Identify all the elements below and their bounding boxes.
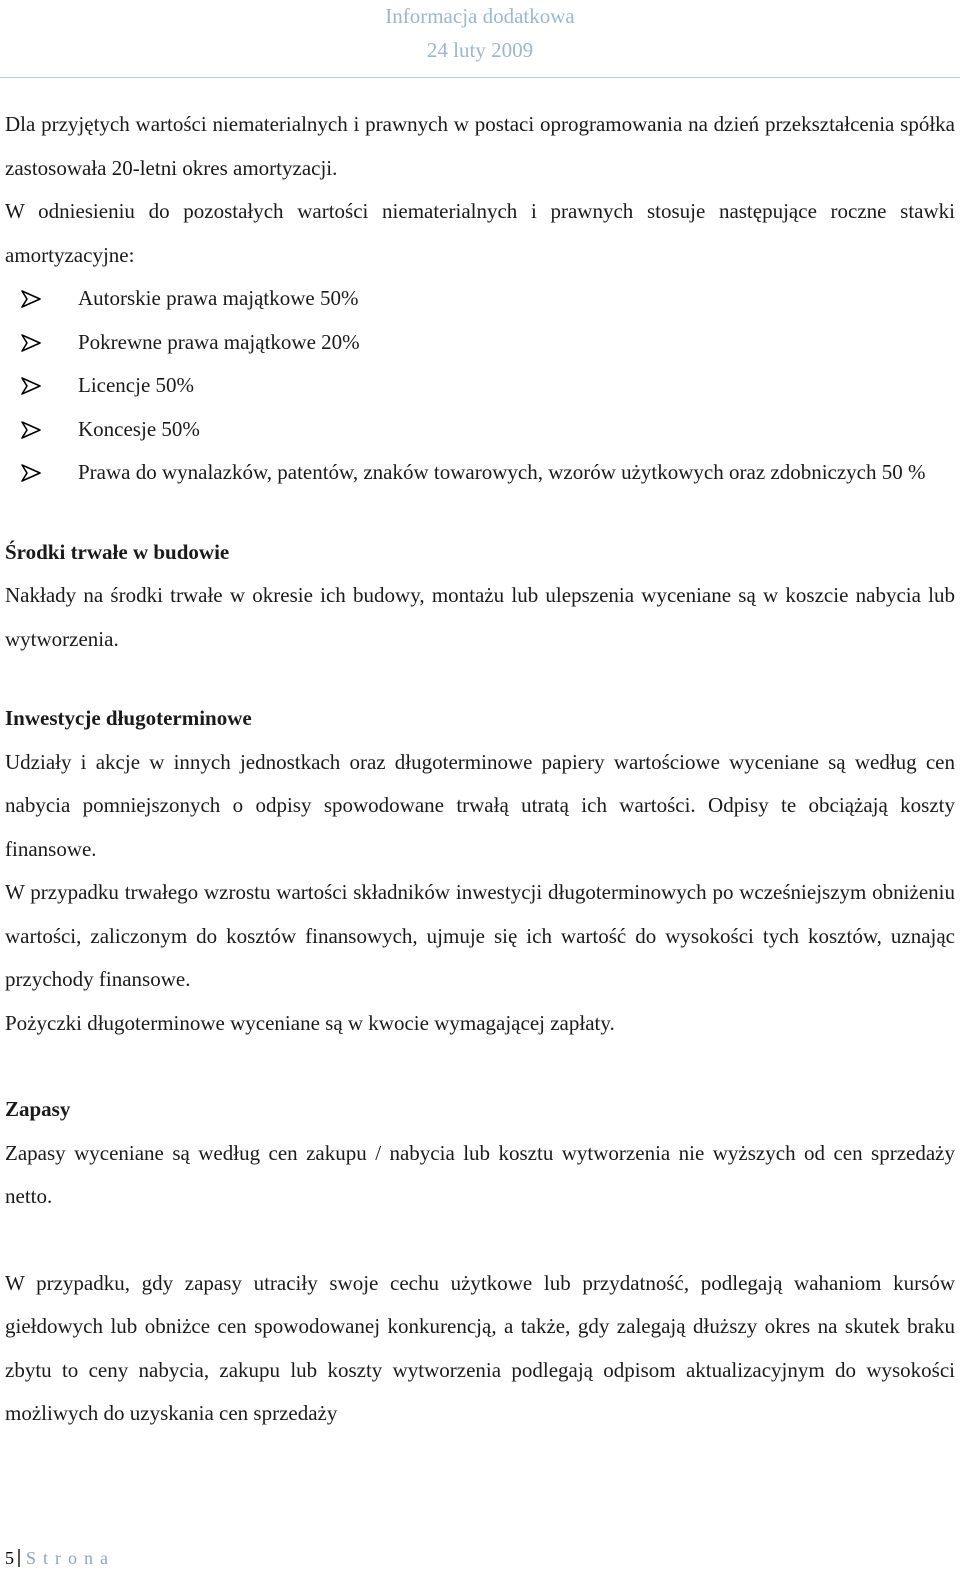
section-heading-fixed-assets: Środki trwałe w budowie	[5, 539, 230, 564]
intro-paragraph-1: Dla przyjętych wartości niematerialnych i prawnych w postaci oprogramowania na dzień przekształcenia spółka zastosowała 20-letni okres amortyzacji.	[5, 112, 955, 180]
section-heading-investments: Inwestycje długoterminowe	[5, 706, 252, 730]
list-item	[5, 451, 955, 495]
arrow-bullet-icon	[20, 420, 42, 440]
intro-paragraph-2: W odniesieniu do pozostałych wartości niematerialnych i prawnych stosuje następujące roczne stawki amortyzacyjne:	[5, 199, 955, 267]
amortization-rates-list	[5, 277, 955, 495]
page-number: 5	[5, 1548, 14, 1568]
inventory-paragraph-1: Zapasy wyceniane są według cen zakupu / nabycia lub kosztu wytworzenia nie wyższych od cen sprzedaży netto.	[5, 1140, 955, 1208]
list-item	[5, 364, 955, 408]
investments-paragraph-2: W przypadku trwałego wzrostu wartości składników inwestycji długoterminowych po wcześniejszym obniżeniu wartości, zaliczonym do kosztów finansowych, ujmuje się ich wartość do wysokości tych kosztów, uznając przychody finansowe.	[5, 880, 955, 991]
list-item-text: Prawa do wynalazków, patentów, znaków towarowych, wzorów użytkowych oraz zdobniczych 50 %	[78, 460, 926, 484]
footer-divider	[18, 1549, 20, 1567]
arrow-bullet-icon	[20, 463, 42, 483]
page-label: Strona	[26, 1548, 115, 1568]
list-item	[5, 408, 955, 452]
inventory-paragraph-2: W przypadku, gdy zapasy utraciły swoje cechu użytkowe lub przydatność, podlegają wahaniom kursów giełdowych lub obniżce cen spowodowanej konkurencją, a także, gdy zalegają dłuższy okres na skutek braku zbytu to ceny nabycia, zakupu lub koszty wytworzenia podlegają odpisom aktualizacyjnym do wysokości możliwych do uzyskania cen sprzedaży	[5, 1270, 955, 1425]
investments-paragraph-1: Udziały i akcje w innych jednostkach oraz długoterminowe papiery wartościowe wyceniane są według cen nabycia pomniejszonych o odpisy spowodowane trwałą utratą ich wartości. Odpisy te obciążają koszty finansowe.	[5, 749, 955, 861]
arrow-bullet-icon	[20, 333, 42, 353]
list-item-text: Autorskie prawa majątkowe 50%	[78, 286, 359, 310]
list-item-text: Pokrewne prawa majątkowe 20%	[78, 329, 360, 354]
page-footer	[5, 1546, 115, 1570]
header-divider	[0, 77, 960, 78]
header-date: 24 luty 2009	[426, 38, 534, 62]
list-item-text: Licencje 50%	[78, 373, 195, 397]
fixed-assets-paragraph: Nakłady na środki trwałe w okresie ich budowy, montażu lub ulepszenia wyceniane są w koszcie nabycia lub wytworzenia.	[5, 583, 955, 651]
list-item-text: Koncesje 50%	[78, 416, 200, 441]
investments-paragraph-3: Pożyczki długoterminowe wyceniane są w kwocie wymagającej zapłaty.	[5, 1010, 615, 1035]
list-item	[5, 277, 955, 321]
document-body	[5, 103, 955, 1436]
arrow-bullet-icon	[20, 289, 42, 309]
arrow-bullet-icon	[20, 376, 42, 396]
header-title: Informacja dodatkowa	[385, 4, 575, 28]
section-heading-inventory: Zapasy	[5, 1097, 71, 1121]
list-item	[5, 321, 955, 365]
